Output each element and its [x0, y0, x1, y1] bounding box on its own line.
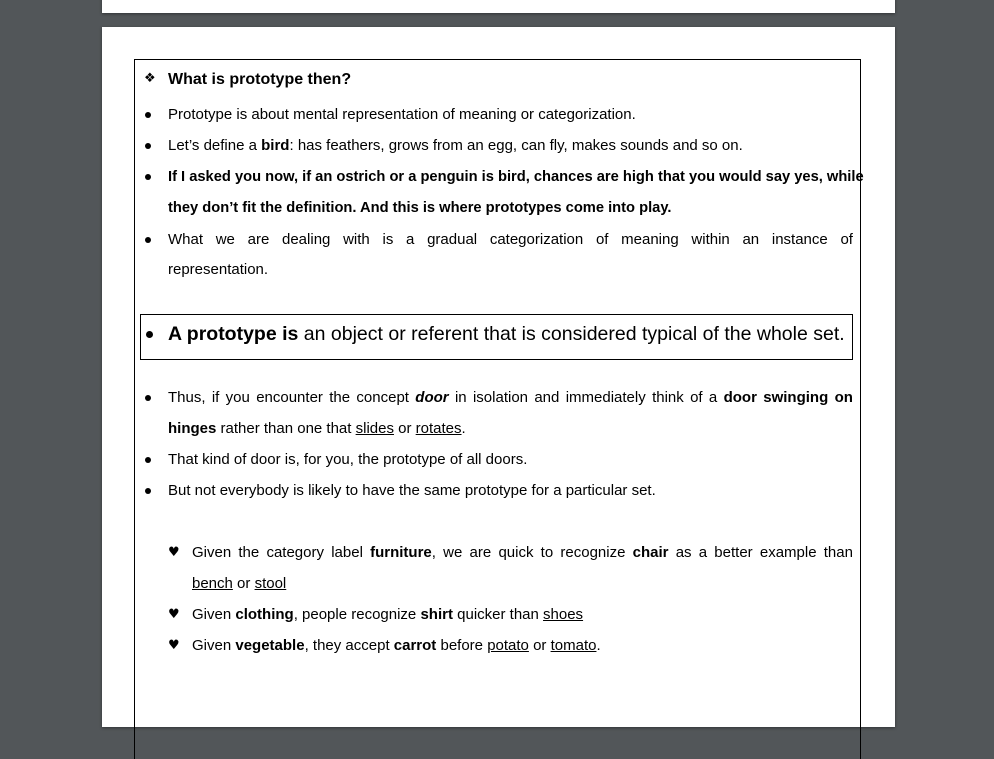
- word: within: [691, 231, 730, 248]
- underlined-term: slides: [355, 420, 394, 437]
- word: the: [238, 544, 260, 561]
- word: chair: [632, 544, 669, 561]
- paragraph-justified-line: [168, 230, 853, 250]
- word: if: [211, 389, 220, 406]
- word: immediately: [565, 389, 646, 406]
- paragraph-justified-line: [168, 388, 853, 408]
- paragraph-bold-line-1: If I asked you now, if an ostrich or a penguin is bird, chances are high that you would say yes, while: [168, 169, 864, 185]
- underlined-term: bench: [192, 575, 233, 592]
- emphasis: furniture: [370, 544, 432, 561]
- text: or: [232, 575, 255, 592]
- word: of: [840, 231, 853, 248]
- word: door: [723, 389, 757, 406]
- definition-text: [168, 322, 845, 346]
- word: Thus,: [168, 389, 206, 406]
- underlined-term: stool: [254, 575, 287, 592]
- paragraph: [168, 136, 743, 156]
- paragraph: Prototype is about mental representation of meaning or categorization.: [168, 106, 636, 123]
- bullet-icon: [145, 488, 151, 494]
- paragraph: But not everybody is likely to have the same prototype for a particular set.: [168, 482, 656, 499]
- text: an object or referent that is considered typical of the whole set.: [298, 323, 845, 345]
- word: meaning: [621, 231, 679, 248]
- bullet-icon: [146, 331, 153, 338]
- emphasis: shirt: [420, 606, 453, 623]
- word: categorization: [489, 231, 584, 248]
- word: dealing: [282, 231, 331, 248]
- emphasis: hinges: [168, 420, 217, 437]
- word: you: [225, 389, 250, 406]
- word: quick: [498, 544, 534, 561]
- section-heading: What is prototype then?: [168, 71, 352, 88]
- bullet-icon: [145, 395, 151, 401]
- paragraph: [168, 419, 466, 439]
- word: a: [698, 544, 708, 561]
- text: : has feathers, grows from an egg, can fly, makes sounds and so on.: [289, 137, 743, 154]
- word: we: [215, 231, 235, 248]
- underlined-term: tomato: [550, 637, 597, 654]
- word: a: [406, 231, 415, 248]
- word: better: [714, 544, 753, 561]
- text: quicker than: [452, 606, 544, 623]
- text: or: [528, 637, 551, 654]
- text: before: [436, 637, 488, 654]
- word: door: [415, 389, 449, 406]
- heart-bullet-icon: ♥: [168, 607, 180, 622]
- word: gradual: [427, 231, 478, 248]
- word: than: [823, 544, 853, 561]
- heart-bullet-icon: ♥: [168, 638, 180, 653]
- paragraph-bold-line-2: they don’t fit the definition. And this is where prototypes come into play.: [168, 200, 672, 216]
- word: with: [343, 231, 370, 248]
- text: rather than one that: [216, 420, 356, 437]
- word: of: [595, 231, 609, 248]
- text: Given: [192, 637, 236, 654]
- text: Given: [192, 606, 236, 623]
- word: example: [759, 544, 817, 561]
- word: a: [708, 389, 718, 406]
- sub-item: [192, 636, 601, 656]
- underlined-term: potato: [487, 637, 529, 654]
- paragraph: That kind of door is, for you, the prototype of all doors.: [168, 451, 528, 468]
- text: , people recognize: [293, 606, 421, 623]
- word: What: [168, 231, 204, 248]
- text: or: [393, 420, 416, 437]
- word: category: [266, 544, 324, 561]
- heart-bullet-icon: ♥: [168, 545, 180, 560]
- word: isolation: [472, 389, 529, 406]
- word: are: [247, 231, 270, 248]
- text: , they accept: [304, 637, 394, 654]
- diamond-bullet-icon: ❖: [144, 71, 156, 86]
- word: think: [652, 389, 684, 406]
- word: are: [469, 544, 492, 561]
- word: furniture,: [370, 544, 436, 561]
- word: and: [534, 389, 560, 406]
- word: recognize: [560, 544, 626, 561]
- underlined-term: shoes: [543, 606, 584, 623]
- bullet-icon: [145, 237, 151, 243]
- sub-item: [192, 605, 583, 625]
- word: label: [331, 544, 363, 561]
- emphasis: bird: [261, 137, 290, 154]
- underlined-term: rotates: [415, 420, 462, 437]
- word: an: [742, 231, 760, 248]
- text: .: [596, 637, 601, 654]
- sub-item-justified-line: [192, 543, 853, 563]
- previous-page: [102, 0, 895, 13]
- word: on: [834, 389, 853, 406]
- text: Let’s define a: [168, 137, 262, 154]
- text: .: [461, 420, 466, 437]
- word: instance: [771, 231, 828, 248]
- bullet-icon: [145, 174, 151, 180]
- emphasis: clothing: [235, 606, 294, 623]
- word: concept: [356, 389, 409, 406]
- word: Given: [192, 544, 232, 561]
- bullet-icon: [145, 143, 151, 149]
- emphasis: vegetable: [235, 637, 305, 654]
- paragraph: representation.: [168, 261, 269, 278]
- emphasis: carrot: [393, 637, 437, 654]
- word: encounter: [256, 389, 323, 406]
- emphasis: A prototype is: [168, 323, 299, 345]
- word: to: [540, 544, 554, 561]
- bullet-icon: [145, 112, 151, 118]
- word: of: [690, 389, 703, 406]
- word: as: [675, 544, 692, 561]
- word: swinging: [763, 389, 829, 406]
- word: we: [443, 544, 463, 561]
- bullet-icon: [145, 457, 151, 463]
- word: the: [329, 389, 351, 406]
- word: is: [382, 231, 394, 248]
- word: in: [454, 389, 467, 406]
- sub-item: [192, 574, 286, 594]
